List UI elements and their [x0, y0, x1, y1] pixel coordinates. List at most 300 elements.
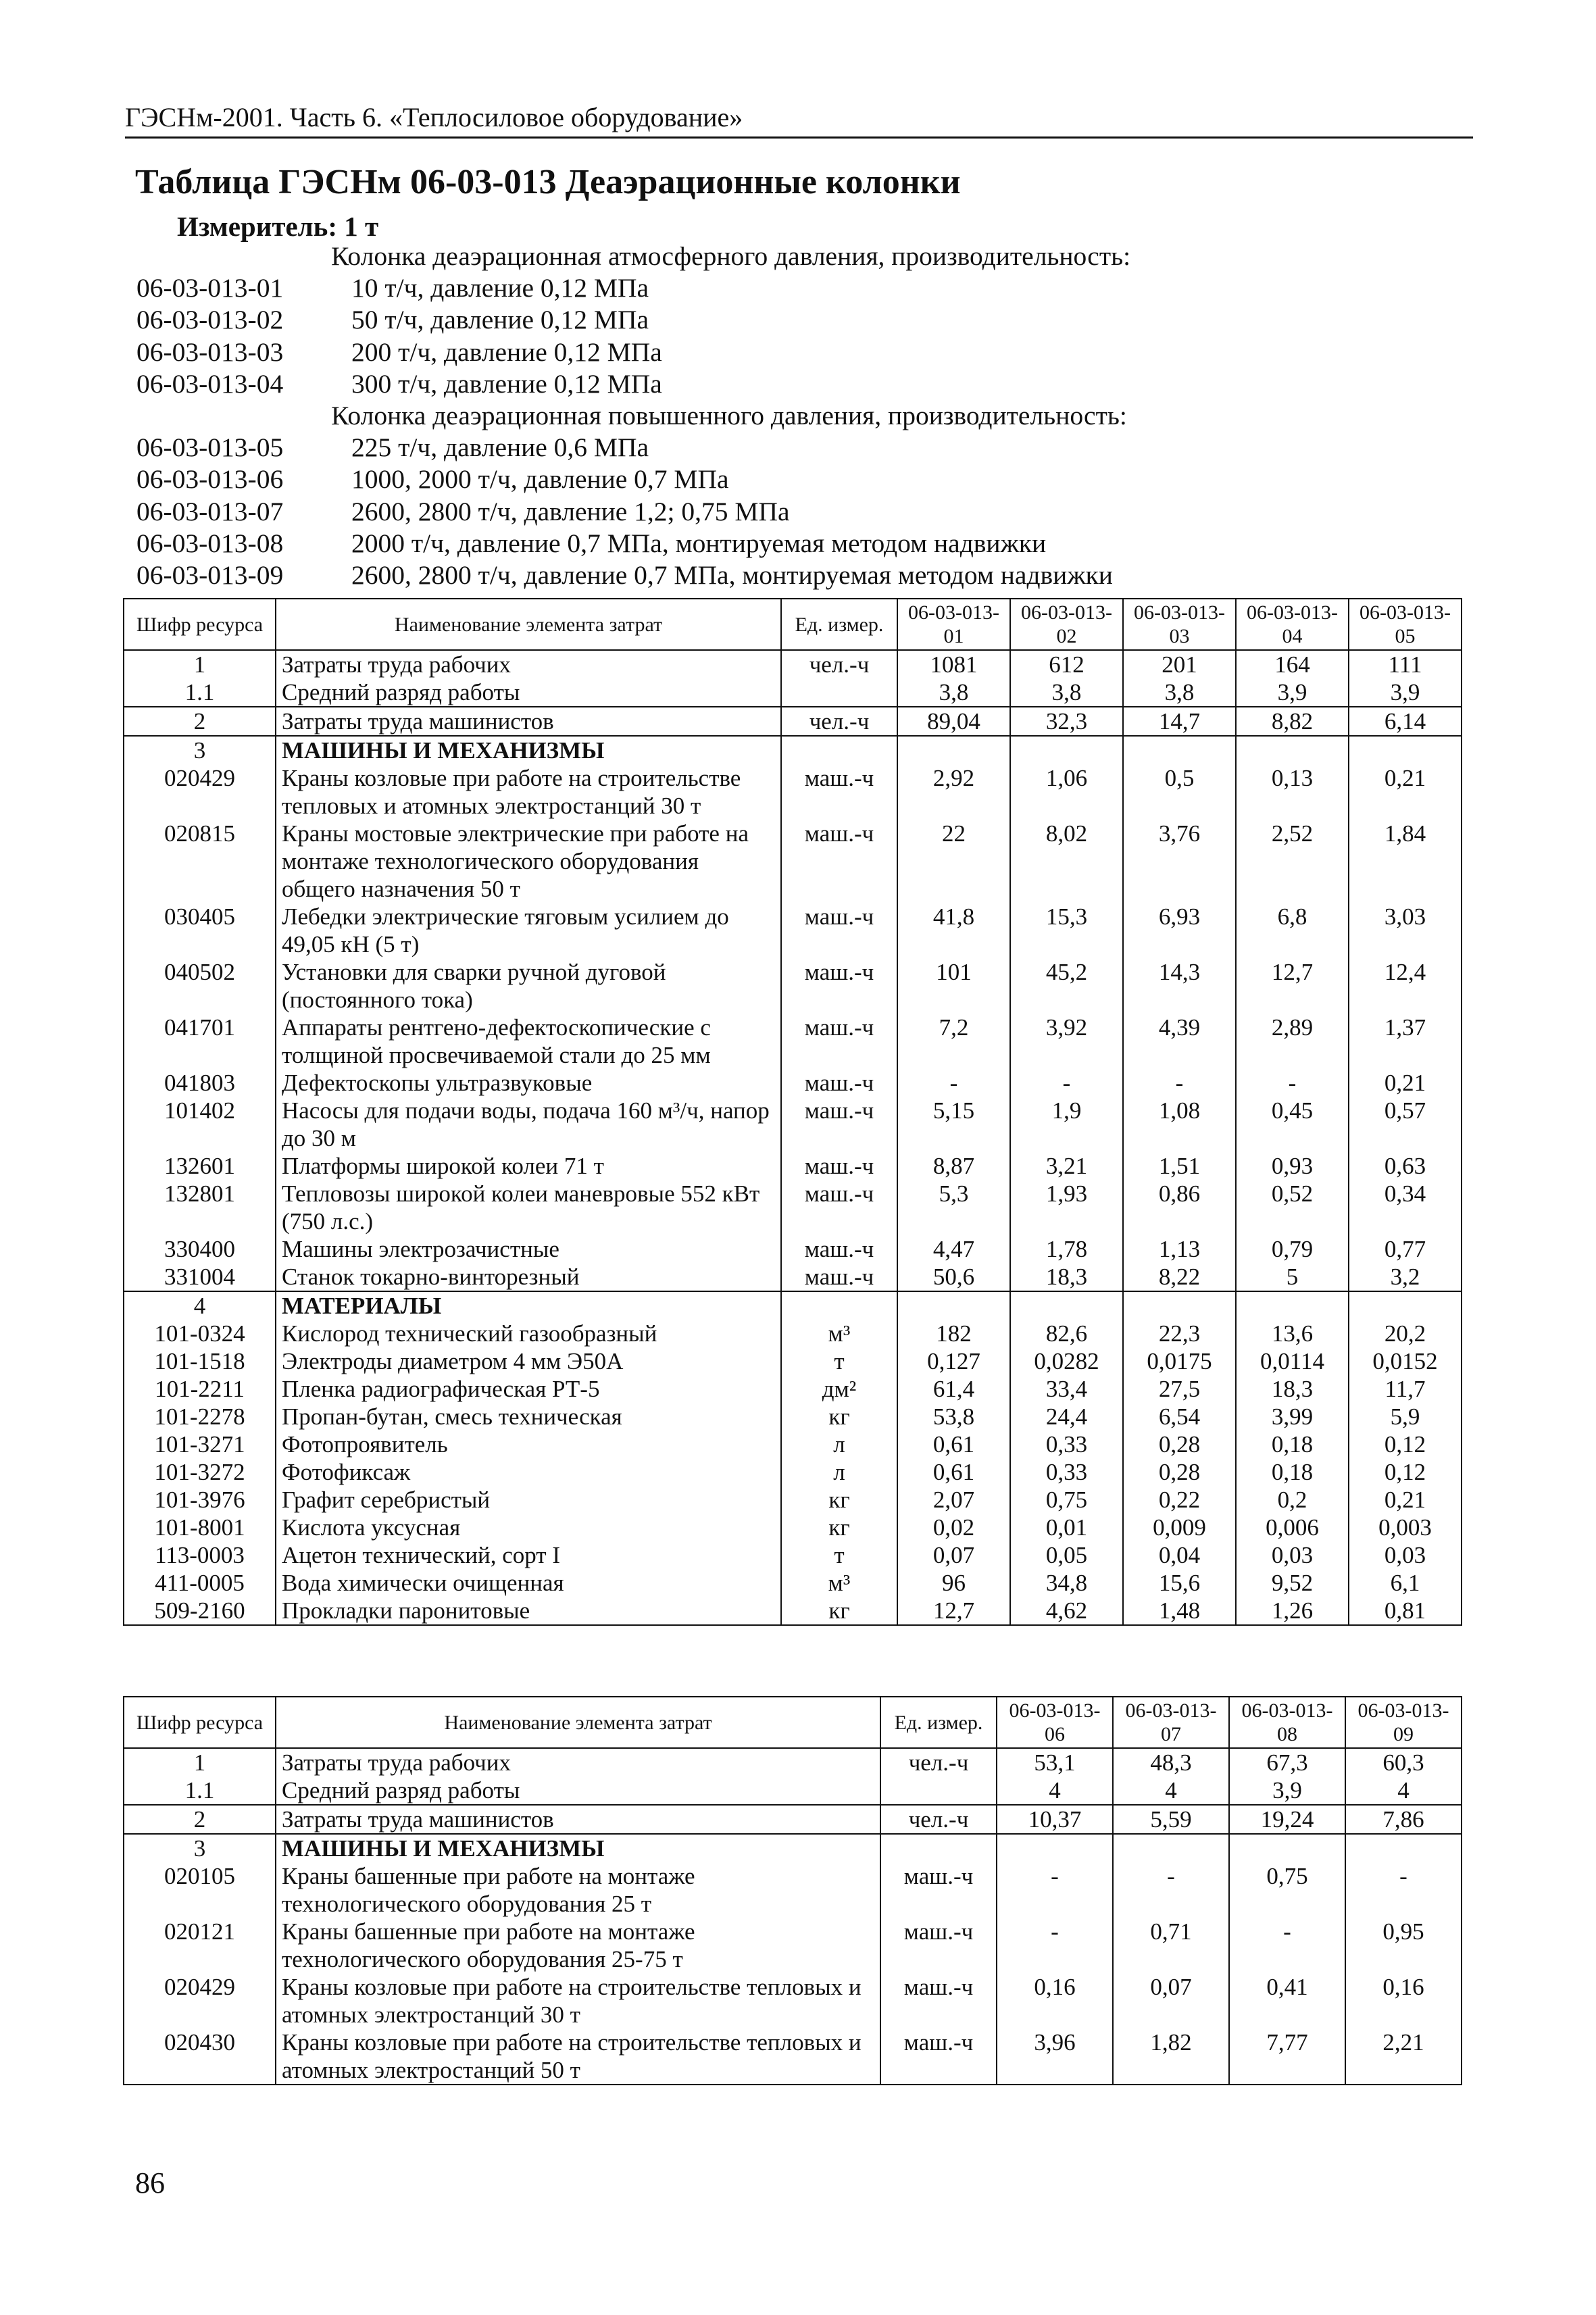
unit-cell: маш.-ч [781, 1152, 897, 1180]
resource-table-2 [123, 1696, 1462, 2085]
item-code: 06-03-013-09 [136, 559, 284, 590]
value-cell: 15,6 [1123, 1569, 1236, 1597]
table-row [124, 1152, 1462, 1180]
unit-cell: маш.-ч [781, 1069, 897, 1097]
table-row [124, 1569, 1462, 1597]
value-cell: 82,6 [1010, 1320, 1123, 1347]
resource-code: 2 [124, 1805, 276, 1834]
value-cell: - [1010, 1069, 1123, 1097]
resource-name: Фотопроявитель [276, 1430, 781, 1458]
table-row [124, 1235, 1462, 1263]
value-cell: 0,81 [1349, 1597, 1462, 1625]
code-item [136, 304, 1461, 336]
value-cell: 0,0282 [1010, 1347, 1123, 1375]
table-row [124, 1748, 1462, 1776]
value-cell: 0,28 [1123, 1458, 1236, 1486]
value-cell: 2,07 [897, 1486, 1010, 1514]
value-cell: 2,89 [1236, 1014, 1349, 1069]
unit-cell: м³ [781, 1320, 897, 1347]
value-cell [1349, 736, 1462, 764]
value-cell: 0,0152 [1349, 1347, 1462, 1375]
value-cell: 3,8 [1123, 678, 1236, 707]
resource-code: 4 [124, 1291, 276, 1320]
value-cell: 1,51 [1123, 1152, 1236, 1180]
value-cell: 8,87 [897, 1152, 1010, 1180]
value-cell: 0,02 [897, 1514, 1010, 1541]
resource-name: Затраты труда рабочих [276, 1748, 880, 1776]
value-cell: 0,0114 [1236, 1347, 1349, 1375]
resource-name: Ацетон технический, сорт I [276, 1541, 781, 1569]
value-cell: 0,0175 [1123, 1347, 1236, 1375]
column-header: Ед. измер. [880, 1697, 997, 1748]
unit-cell: т [781, 1541, 897, 1569]
resource-code: 020105 [124, 1862, 276, 1918]
value-cell: - [997, 1862, 1113, 1918]
value-cell: 0,21 [1349, 1069, 1462, 1097]
value-cell: 201 [1123, 650, 1236, 678]
value-cell: - [1123, 1069, 1236, 1097]
value-cell: 32,3 [1010, 707, 1123, 736]
resource-code: 1.1 [124, 678, 276, 707]
resource-name: Средний разряд работы [276, 1776, 880, 1805]
value-cell [1349, 1291, 1462, 1320]
code-item [136, 559, 1461, 591]
unit-cell: маш.-ч [781, 1235, 897, 1263]
value-cell: 1,93 [1010, 1180, 1123, 1235]
resource-name: Краны мостовые электрические при работе на монтаже технологического оборудования общего назначения 50 т [276, 820, 781, 903]
unit-cell: маш.-ч [781, 764, 897, 820]
resource-code: 020429 [124, 764, 276, 820]
resource-name: Графит серебристый [276, 1486, 781, 1514]
unit-cell: маш.-ч [781, 1097, 897, 1152]
resource-name: Средний разряд работы [276, 678, 781, 707]
code-item [136, 368, 1461, 400]
item-code: 06-03-013-01 [136, 273, 284, 303]
resource-code: 411-0005 [124, 1569, 276, 1597]
value-cell: 2,21 [1345, 2028, 1462, 2085]
value-cell: 3,8 [897, 678, 1010, 707]
resource-code: 020815 [124, 820, 276, 903]
value-cell: 0,71 [1113, 1918, 1229, 1973]
value-cell: 53,8 [897, 1403, 1010, 1430]
resource-code: 101402 [124, 1097, 276, 1152]
unit-cell: маш.-ч [781, 903, 897, 958]
table-row [124, 707, 1462, 736]
value-cell: 3,21 [1010, 1152, 1123, 1180]
value-cell: 12,7 [897, 1597, 1010, 1625]
item-description: 225 т/ч, давление 0,6 МПа [351, 432, 649, 463]
value-cell [1229, 1834, 1345, 1862]
value-cell: 0,16 [1345, 1973, 1462, 2028]
resource-code: 101-3271 [124, 1430, 276, 1458]
table-row [124, 1375, 1462, 1403]
value-cell: 0,16 [997, 1973, 1113, 2028]
value-cell: 0,18 [1236, 1430, 1349, 1458]
value-cell: - [997, 1918, 1113, 1973]
column-header: Наименование элемента затрат [276, 599, 781, 650]
value-cell: 4 [1113, 1776, 1229, 1805]
value-cell: 0,006 [1236, 1514, 1349, 1541]
value-cell: 0,77 [1349, 1235, 1462, 1263]
value-cell: 0,03 [1236, 1541, 1349, 1569]
unit-cell [781, 678, 897, 707]
unit-cell: кг [781, 1597, 897, 1625]
column-header: 06-03-013-08 [1229, 1697, 1345, 1748]
resource-code: 020121 [124, 1918, 276, 1973]
value-cell: 3,92 [1010, 1014, 1123, 1069]
value-cell: - [1236, 1069, 1349, 1097]
unit-cell: м³ [781, 1569, 897, 1597]
value-cell: 0,21 [1349, 764, 1462, 820]
table-row [124, 1320, 1462, 1347]
value-cell: 0,79 [1236, 1235, 1349, 1263]
value-cell: 5,3 [897, 1180, 1010, 1235]
unit-cell: чел.-ч [781, 707, 897, 736]
column-header: 06-03-013-09 [1345, 1697, 1462, 1748]
table-row [124, 678, 1462, 707]
value-cell: 0,009 [1123, 1514, 1236, 1541]
table-row [124, 1541, 1462, 1569]
value-cell: 3,2 [1349, 1263, 1462, 1291]
value-cell: 0,57 [1349, 1097, 1462, 1152]
value-cell: 0,18 [1236, 1458, 1349, 1486]
resource-code: 1.1 [124, 1776, 276, 1805]
unit-cell: кг [781, 1514, 897, 1541]
column-header: 06-03-013-04 [1236, 599, 1349, 650]
value-cell: 0,127 [897, 1347, 1010, 1375]
value-cell: 27,5 [1123, 1375, 1236, 1403]
code-list [136, 241, 1461, 591]
table-row [124, 820, 1462, 903]
value-cell [897, 1291, 1010, 1320]
item-code: 06-03-013-02 [136, 305, 284, 335]
resource-name: МАШИНЫ И МЕХАНИЗМЫ [276, 736, 781, 764]
column-header: Ед. измер. [781, 599, 897, 650]
value-cell: 1,37 [1349, 1014, 1462, 1069]
value-cell: 24,4 [1010, 1403, 1123, 1430]
value-cell: 0,41 [1229, 1973, 1345, 2028]
table-row [124, 1180, 1462, 1235]
resource-table-1 [123, 598, 1462, 1626]
value-cell: 0,07 [897, 1541, 1010, 1569]
resource-code: 020429 [124, 1973, 276, 2028]
item-code: 06-03-013-08 [136, 528, 284, 558]
value-cell: 1,78 [1010, 1235, 1123, 1263]
resource-name: Электроды диаметром 4 мм Э50А [276, 1347, 781, 1375]
value-cell: 0,45 [1236, 1097, 1349, 1152]
unit-cell: чел.-ч [880, 1748, 997, 1776]
column-header: Шифр ресурса [124, 599, 276, 650]
item-code: 06-03-013-03 [136, 337, 284, 367]
value-cell: 182 [897, 1320, 1010, 1347]
value-cell: 1,06 [1010, 764, 1123, 820]
value-cell [1123, 736, 1236, 764]
resource-name: Тепловозы широкой колеи маневровые 552 кВт (750 л.с.) [276, 1180, 781, 1235]
table-row [124, 1805, 1462, 1834]
item-description: 300 т/ч, давление 0,12 МПа [351, 368, 662, 399]
resource-name: Машины электрозачистные [276, 1235, 781, 1263]
unit-cell: маш.-ч [880, 2028, 997, 2085]
resource-code: 040502 [124, 958, 276, 1014]
resource-code: 101-1518 [124, 1347, 276, 1375]
value-cell: 7,86 [1345, 1805, 1462, 1834]
value-cell: 12,7 [1236, 958, 1349, 1014]
value-cell: 7,2 [897, 1014, 1010, 1069]
value-cell: 4 [1345, 1776, 1462, 1805]
unit-cell: маш.-ч [781, 820, 897, 903]
value-cell: 0,003 [1349, 1514, 1462, 1541]
table-row [124, 1486, 1462, 1514]
value-cell: 14,7 [1123, 707, 1236, 736]
resource-code: 132601 [124, 1152, 276, 1180]
value-cell: 0,01 [1010, 1514, 1123, 1541]
value-cell: 0,75 [1229, 1862, 1345, 1918]
value-cell: 41,8 [897, 903, 1010, 958]
value-cell: 0,03 [1349, 1541, 1462, 1569]
resource-name: Аппараты рентгено-дефектоскопические с толщиной просвечиваемой стали до 25 мм [276, 1014, 781, 1069]
value-cell: 1,48 [1123, 1597, 1236, 1625]
value-cell: 3,9 [1236, 678, 1349, 707]
value-cell: 60,3 [1345, 1748, 1462, 1776]
table-row [124, 736, 1462, 764]
resource-name: Затраты труда машинистов [276, 707, 781, 736]
unit-cell: кг [781, 1486, 897, 1514]
unit-cell: маш.-ч [781, 1263, 897, 1291]
resource-code: 101-2278 [124, 1403, 276, 1430]
value-cell: 89,04 [897, 707, 1010, 736]
value-cell: - [1229, 1918, 1345, 1973]
table-row [124, 1458, 1462, 1486]
resource-name: МАТЕРИАЛЫ [276, 1291, 781, 1320]
item-description: 1000, 2000 т/ч, давление 0,7 МПа [351, 464, 729, 495]
value-cell: - [1345, 1862, 1462, 1918]
resource-name: Платформы широкой колеи 71 т [276, 1152, 781, 1180]
value-cell: 8,82 [1236, 707, 1349, 736]
value-cell: 1081 [897, 650, 1010, 678]
column-header: Наименование элемента затрат [276, 1697, 880, 1748]
value-cell: 3,9 [1349, 678, 1462, 707]
value-cell: 0,95 [1345, 1918, 1462, 1973]
value-cell: 1,13 [1123, 1235, 1236, 1263]
table-row [124, 1263, 1462, 1291]
item-code: 06-03-013-05 [136, 432, 284, 463]
value-cell: 0,61 [897, 1458, 1010, 1486]
resource-name: Краны козловые при работе на строительстве тепловых и атомных электростанций 30 т [276, 764, 781, 820]
value-cell: 6,1 [1349, 1569, 1462, 1597]
value-cell: 3,76 [1123, 820, 1236, 903]
table-row [124, 1347, 1462, 1375]
item-code: 06-03-013-06 [136, 464, 284, 495]
unit-cell: л [781, 1430, 897, 1458]
unit-cell: маш.-ч [880, 1862, 997, 1918]
table-row [124, 1862, 1462, 1918]
value-cell: 22,3 [1123, 1320, 1236, 1347]
item-code: 06-03-013-04 [136, 368, 284, 399]
value-cell: 5,9 [1349, 1403, 1462, 1430]
table-row [124, 650, 1462, 678]
table-row [124, 903, 1462, 958]
value-cell: 9,52 [1236, 1569, 1349, 1597]
value-cell: 3,8 [1010, 678, 1123, 707]
resource-code: 113-0003 [124, 1541, 276, 1569]
resource-name: Вода химически очищенная [276, 1569, 781, 1597]
value-cell: 6,54 [1123, 1403, 1236, 1430]
item-description: 2600, 2800 т/ч, давление 1,2; 0,75 МПа [351, 496, 790, 526]
value-cell: 0,04 [1123, 1541, 1236, 1569]
unit-cell: маш.-ч [781, 1014, 897, 1069]
value-cell [1113, 1834, 1229, 1862]
resource-code: 3 [124, 1834, 276, 1862]
value-cell: 6,14 [1349, 707, 1462, 736]
value-cell [1010, 1291, 1123, 1320]
value-cell: 4,47 [897, 1235, 1010, 1263]
unit-cell: маш.-ч [880, 1973, 997, 2028]
table-title: Таблица ГЭСНм 06-03-013 Деаэрационные колонки [135, 163, 961, 201]
code-item [136, 337, 1461, 368]
table-row [124, 2028, 1462, 2085]
value-cell: 0,33 [1010, 1458, 1123, 1486]
value-cell [1345, 1834, 1462, 1862]
code-item [136, 464, 1461, 495]
value-cell: 4,62 [1010, 1597, 1123, 1625]
resource-name: Лебедки электрические тяговым усилием до 49,05 кН (5 т) [276, 903, 781, 958]
resource-code: 041701 [124, 1014, 276, 1069]
resource-code: 101-8001 [124, 1514, 276, 1541]
resource-code: 101-3272 [124, 1458, 276, 1486]
value-cell: 6,93 [1123, 903, 1236, 958]
value-cell: 6,8 [1236, 903, 1349, 958]
value-cell: 1,08 [1123, 1097, 1236, 1152]
table-row [124, 958, 1462, 1014]
unit-cell [880, 1834, 997, 1862]
value-cell: 111 [1349, 650, 1462, 678]
value-cell: 0,2 [1236, 1486, 1349, 1514]
resource-name: Кислород технический газообразный [276, 1320, 781, 1347]
value-cell: 50,6 [897, 1263, 1010, 1291]
resource-code: 1 [124, 1748, 276, 1776]
value-cell [1123, 1291, 1236, 1320]
table-row [124, 764, 1462, 820]
value-cell: 1,82 [1113, 2028, 1229, 2085]
value-cell: 19,24 [1229, 1805, 1345, 1834]
resource-name: Установки для сварки ручной дуговой (постоянного тока) [276, 958, 781, 1014]
table-row [124, 1776, 1462, 1805]
unit-cell: чел.-ч [781, 650, 897, 678]
value-cell: 96 [897, 1569, 1010, 1597]
item-description: 10 т/ч, давление 0,12 МПа [351, 273, 649, 303]
table-row [124, 1014, 1462, 1069]
value-cell: 67,3 [1229, 1748, 1345, 1776]
resource-code: 331004 [124, 1263, 276, 1291]
value-cell: 4,39 [1123, 1014, 1236, 1069]
code-item [136, 272, 1461, 304]
running-header: ГЭСНм-2001. Часть 6. «Теплосиловое оборудование» [125, 100, 1473, 139]
unit-cell: маш.-ч [781, 958, 897, 1014]
value-cell: 0,93 [1236, 1152, 1349, 1180]
value-cell: 0,75 [1010, 1486, 1123, 1514]
code-item [136, 432, 1461, 464]
value-cell: 0,63 [1349, 1152, 1462, 1180]
resource-name: Насосы для подачи воды, подача 160 м³/ч, напор до 30 м [276, 1097, 781, 1152]
value-cell: 5,15 [897, 1097, 1010, 1152]
value-cell [997, 1834, 1113, 1862]
resource-name: Пропан-бутан, смесь техническая [276, 1403, 781, 1430]
column-header: 06-03-013-01 [897, 599, 1010, 650]
value-cell: 0,61 [897, 1430, 1010, 1458]
value-cell: 22 [897, 820, 1010, 903]
value-cell: 53,1 [997, 1748, 1113, 1776]
resource-name: Кислота уксусная [276, 1514, 781, 1541]
item-description: Колонка деаэрационная повышенного давления, производительность: [331, 400, 1127, 430]
unit-cell: дм² [781, 1375, 897, 1403]
value-cell: 10,37 [997, 1805, 1113, 1834]
value-cell: 34,8 [1010, 1569, 1123, 1597]
code-item [136, 528, 1461, 559]
resource-code: 101-3976 [124, 1486, 276, 1514]
resource-code: 041803 [124, 1069, 276, 1097]
value-cell: 0,33 [1010, 1430, 1123, 1458]
table-row [124, 1514, 1462, 1541]
value-cell: 12,4 [1349, 958, 1462, 1014]
resource-code: 1 [124, 650, 276, 678]
unit-cell: маш.-ч [781, 1180, 897, 1235]
value-cell: 3,9 [1229, 1776, 1345, 1805]
value-cell: 0,07 [1113, 1973, 1229, 2028]
value-cell: 0,34 [1349, 1180, 1462, 1235]
value-cell [1010, 736, 1123, 764]
value-cell: 15,3 [1010, 903, 1123, 958]
value-cell [1236, 736, 1349, 764]
value-cell: 0,52 [1236, 1180, 1349, 1235]
table-row [124, 1973, 1462, 2028]
value-cell: 4 [997, 1776, 1113, 1805]
value-cell: 0,5 [1123, 764, 1236, 820]
value-cell: 7,77 [1229, 2028, 1345, 2085]
value-cell: 2,92 [897, 764, 1010, 820]
item-description: Колонка деаэрационная атмосферного давления, производительность: [331, 241, 1131, 271]
table-row [124, 1430, 1462, 1458]
measure-unit: Измеритель: 1 т [177, 211, 379, 242]
column-header: 06-03-013-02 [1010, 599, 1123, 650]
value-cell: 3,96 [997, 2028, 1113, 2085]
resource-code: 132801 [124, 1180, 276, 1235]
resource-name: Краны башенные при работе на монтаже технологического оборудования 25-75 т [276, 1918, 880, 1973]
column-header: 06-03-013-05 [1349, 599, 1462, 650]
resource-name: Дефектоскопы ультразвуковые [276, 1069, 781, 1097]
unit-cell: чел.-ч [880, 1805, 997, 1834]
item-description: 50 т/ч, давление 0,12 МПа [351, 305, 649, 335]
value-cell: 14,3 [1123, 958, 1236, 1014]
column-header: 06-03-013-03 [1123, 599, 1236, 650]
value-cell: 61,4 [897, 1375, 1010, 1403]
unit-cell: т [781, 1347, 897, 1375]
value-cell: 612 [1010, 650, 1123, 678]
value-cell: 0,28 [1123, 1430, 1236, 1458]
unit-cell: маш.-ч [880, 1918, 997, 1973]
unit-cell [781, 736, 897, 764]
value-cell: 164 [1236, 650, 1349, 678]
value-cell: 101 [897, 958, 1010, 1014]
resource-code: 2 [124, 707, 276, 736]
value-cell: 1,84 [1349, 820, 1462, 903]
table-header-row [124, 1697, 1462, 1748]
resource-name: Прокладки паронитовые [276, 1597, 781, 1625]
value-cell: 20,2 [1349, 1320, 1462, 1347]
resource-code: 020430 [124, 2028, 276, 2085]
value-cell: 33,4 [1010, 1375, 1123, 1403]
item-description: 2000 т/ч, давление 0,7 МПа, монтируемая методом надвижки [351, 528, 1047, 558]
table-row [124, 1291, 1462, 1320]
